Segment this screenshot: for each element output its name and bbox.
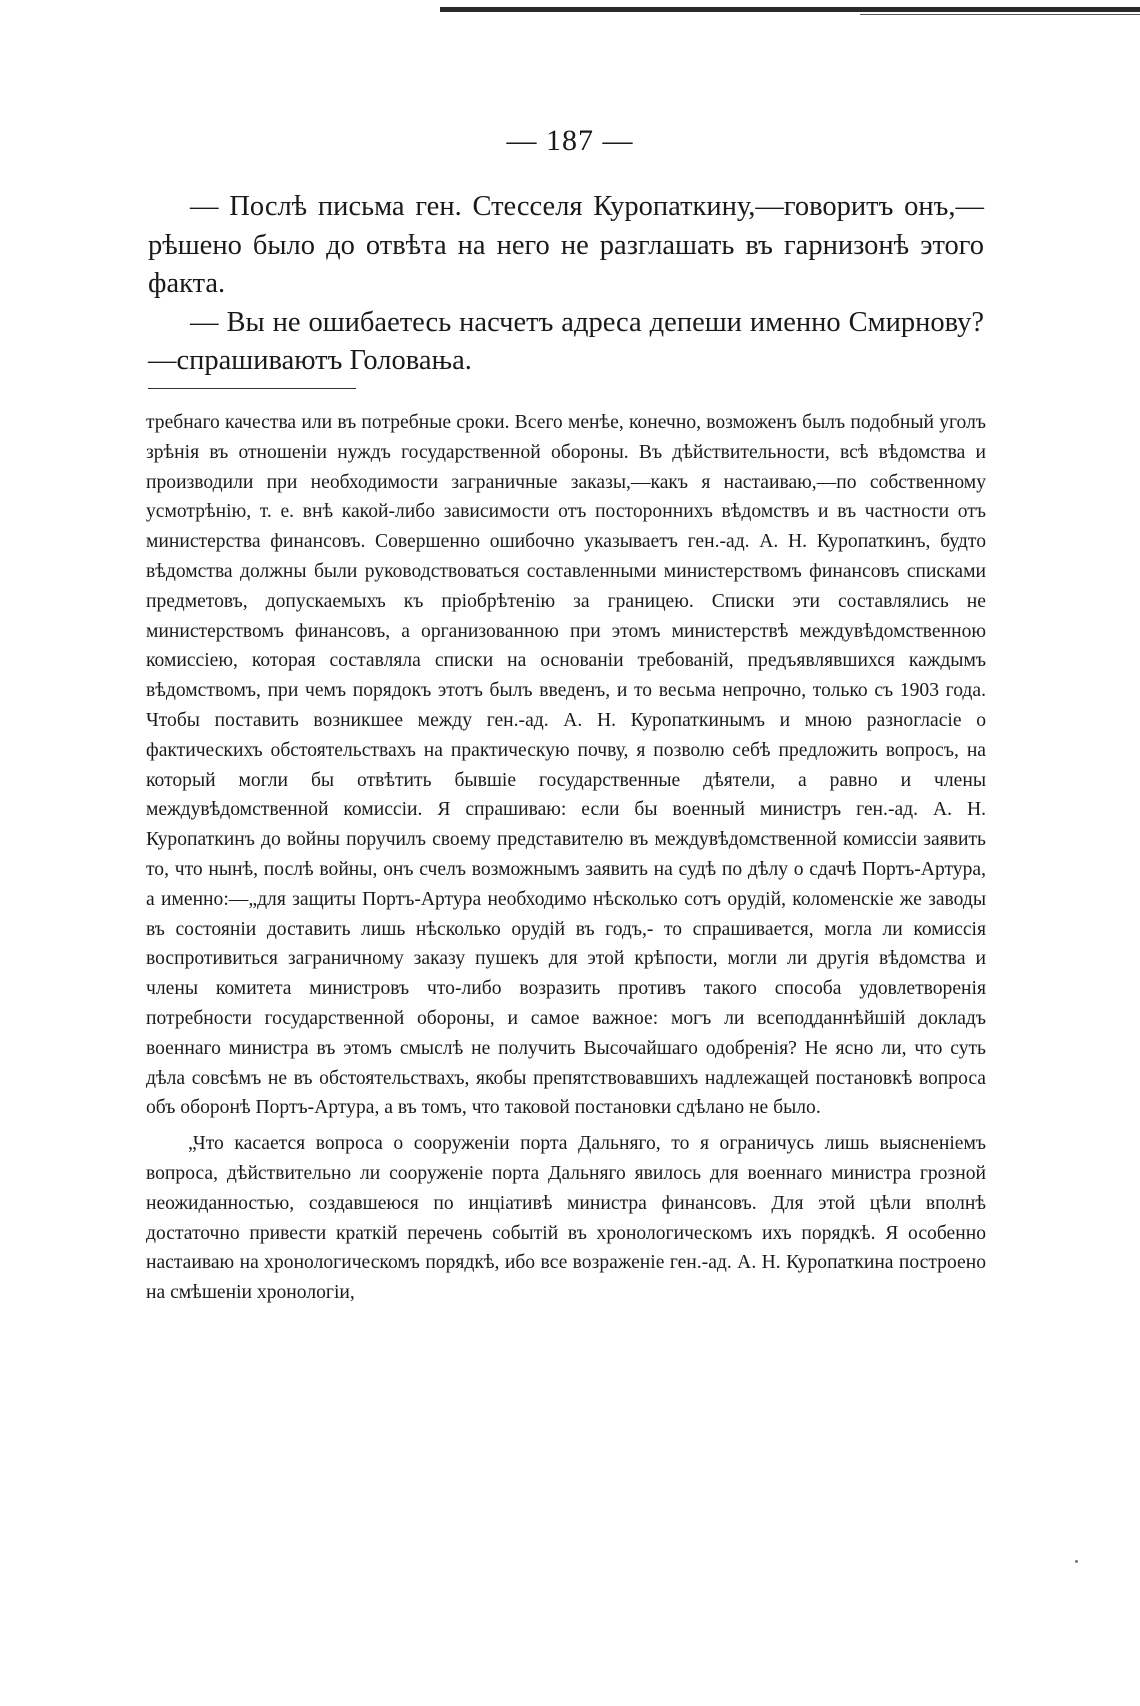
dialogue-line-2: — Вы не ошибаетесь насчетъ адреса депеши именно Смирнову?—спрашиваютъ Головања. <box>148 306 984 376</box>
main-text <box>148 188 984 381</box>
top-border-rule <box>440 7 1140 12</box>
footnote-paragraph-1: требнаго качества или въ потребные сроки. Всего менѣе, конечно, возможенъ былъ подобный уголъ зрѣнія въ отношеніи нуждъ государственной обороны. Въ дѣйствительности, всѣ вѣдомства и производили при необходимости заграничные заказы,—какъ я настаиваю,—по собственному усмотрѣнію, т. е. внѣ какой-либо зависимости отъ постороннихъ вѣдомствъ и въ частности отъ министерства финансовъ. Совершенно ошибочно указываетъ ген.-ад. А. Н. Куропаткинъ, будто вѣдомства должны были руководствоваться составленными министерствомъ финансовъ списками предметовъ, допускаемыхъ къ пріобрѣтенію за границею. Списки эти составлялись не министерствомъ финансовъ, а организованною при этомъ министерствѣ междувѣдомственною комиссіею, которая составляла списки на основаніи требованій, предъявлявшихся каждымъ вѣдомствомъ, при чемъ порядокъ этотъ былъ введенъ, и то весьма непрочно, только съ 1903 года. Чтобы поставить возникшее между ген.-ад. А. Н. Куропаткинымъ и мною разногласіе о фактическихъ обстоятельствахъ на практическую почву, я позволю себѣ предложить вопросъ, на который могли бы отвѣтить бывшіе государственные дѣятели, а равно и члены междувѣдомственной комиссіи. Я спрашиваю: если бы военный министръ ген.-ад. А. Н. Куропаткинъ до войны поручилъ своему представителю въ междувѣдомственной комиссіи заявить то, что нынѣ, послѣ войны, онъ счелъ возможнымъ заявить на судѣ по дѣлу о сдачѣ Портъ-Артура, а именно:—„для защиты Портъ-Артура необходимо нѣсколько сотъ орудій, коломенскіе же заводы въ состояніи доставить лишь нѣсколько орудій въ годъ,- то спрашивается, могла ли комиссія воспротивиться заграничному заказу пушекъ для этой крѣпости, могли ли другія вѣдомства и члены комитета министровъ что-либо возразить противъ такого способа удовлетворенія потребности государственной обороны, и самое важное: могъ ли всеподданнѣйшій докладъ военнаго министра въ этомъ смыслѣ не получить Высочайшаго одобренія? Не ясно ли, что суть дѣла совсѣмъ не въ обстоятельствахъ, якобы препятствовавшихъ надлежащей постановкѣ вопроса объ оборонѣ Портъ-Артура, а въ томъ, что таковой постановки сдѣлано не было. <box>146 412 986 1119</box>
paper-speck <box>1075 1560 1078 1563</box>
footnote-text <box>146 408 986 1308</box>
dialogue-line-1: — Послѣ письма ген. Стесселя Куропаткину,—говоритъ онъ,—рѣшено было до отвѣта на него не разглашать въ гарнизонѣ этого факта. <box>148 191 984 299</box>
footnote-separator <box>148 388 356 389</box>
top-border-rule-thin <box>860 14 1140 15</box>
page-number: — 187 — <box>506 124 634 157</box>
footnote-paragraph-2: „Что касается вопроса о сооруженіи порта Дальняго, то я ограничусь лишь выясненіемъ вопроса, дѣйствительно ли сооруженіе порта Дальняго явилось для военнаго министра грозной неожиданностью, создавшеюся по инціативѣ министра финансовъ. Для этой цѣли вполнѣ достаточно привести краткій перечень событій въ хронологическомъ ихъ порядкѣ. Я особенно настаиваю на хронологическомъ порядкѣ, ибо все возраженіе ген.-ад. А. Н. Куропаткина построено на смѣшеніи хронологіи, <box>146 1133 986 1304</box>
